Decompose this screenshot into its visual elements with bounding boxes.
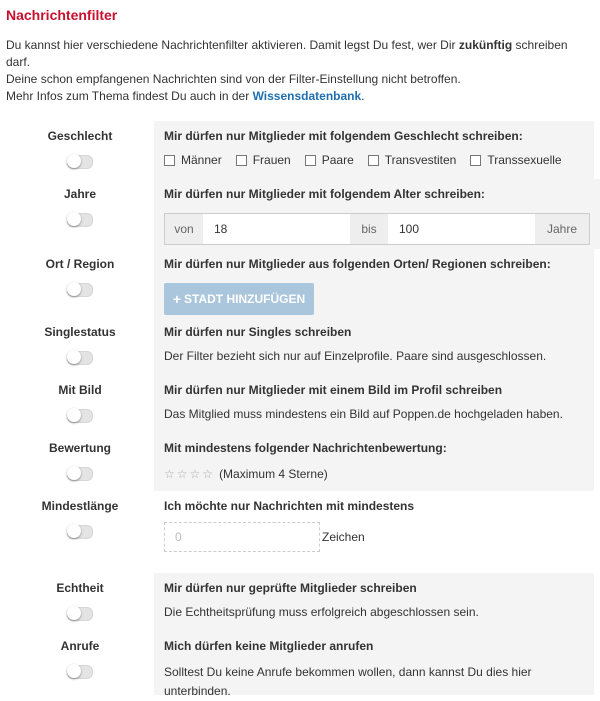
gender-option-frauen[interactable] [236, 153, 291, 167]
gender-option-paare[interactable] [305, 153, 354, 167]
filter-label-single: Singlestatus [44, 325, 116, 339]
filter-panel-calls [154, 631, 594, 698]
filter-title-gender: Mir dürfen nur Mitglieder mit folgendem Geschlecht schreiben: [164, 129, 523, 143]
toggle-region[interactable] [67, 283, 93, 297]
length-input-group [164, 522, 584, 552]
filter-label-gender: Geschlecht [47, 129, 113, 143]
add-city-label: STADT HINZUFÜGEN [184, 292, 306, 306]
toggle-calls[interactable] [67, 665, 93, 679]
gender-option-transvestiten[interactable] [368, 153, 457, 167]
checkbox[interactable] [368, 155, 379, 166]
filter-title-region: Mir dürfen nur Mitglieder aus folgenden Orten/ Regionen schreiben: [164, 257, 551, 271]
filter-text-single: Der Filter bezieht sich nur auf Einzelprofile. Paare sind ausgeschlossen. [164, 349, 547, 363]
filter-label-length: Mindestlänge [41, 499, 119, 513]
intro-line1-c: schreiben darf. [6, 38, 568, 69]
age-to-input[interactable]: 100 [388, 214, 535, 244]
option-label: Männer [181, 153, 222, 167]
toggle-length[interactable] [67, 525, 93, 539]
age-unit-label: Jahre [535, 214, 589, 244]
checkbox[interactable] [470, 155, 481, 166]
star-icon[interactable]: ☆ [189, 467, 201, 481]
plus-icon: + [172, 291, 182, 307]
filter-title-calls: Mich dürfen keine Mitglieder anrufen [164, 639, 374, 653]
length-input[interactable]: 0 [164, 522, 320, 552]
page-title: Nachrichtenfilter [6, 7, 118, 23]
star-icon[interactable]: ☆ [202, 467, 214, 481]
filter-label-rating: Bewertung [48, 441, 111, 455]
checkbox[interactable] [164, 155, 175, 166]
filter-label-region: Ort / Region [45, 257, 115, 271]
filter-panel-verified [154, 573, 594, 631]
filter-text-picture: Das Mitglied muss mindestens ein Bild auf Poppen.de hochgeladen haben. [164, 407, 563, 421]
filter-label-verified: Echtheit [56, 581, 104, 595]
option-label: Frauen [252, 153, 291, 167]
toggle-picture[interactable] [67, 409, 93, 423]
toggle-gender[interactable] [67, 155, 93, 169]
filter-text-verified: Die Echtheitsprüfung muss erfolgreich abgeschlossen sein. [164, 605, 479, 619]
age-from-input[interactable]: 18 [203, 214, 350, 244]
filter-title-age: Mir dürfen nur Mitglieder mit folgendem Alter schreiben: [164, 187, 485, 201]
filter-panel-length [154, 491, 594, 573]
toggle-verified[interactable] [67, 607, 93, 621]
filter-label-picture: Mit Bild [58, 383, 102, 397]
filter-row-length [6, 491, 594, 573]
filter-text-calls [164, 663, 584, 701]
age-from-label: von [165, 214, 203, 244]
filter-title-verified: Mir dürfen nur geprüfte Mitglieder schreiben [164, 581, 417, 595]
option-label: Paare [321, 153, 354, 167]
filter-title-rating: Mit mindestens folgender Nachrichtenbewertung: [164, 441, 447, 455]
calls-text-line2: unterbinden. [164, 684, 231, 698]
age-to-label: bis [350, 214, 388, 244]
filter-panel-gender [154, 121, 594, 179]
filter-panel-age [154, 179, 600, 249]
filter-row-age [6, 179, 594, 249]
intro-text [6, 37, 594, 105]
star-icon[interactable]: ☆ [164, 467, 175, 481]
filter-panel-single [154, 317, 594, 375]
star-icon[interactable]: ☆ [176, 467, 188, 481]
toggle-age[interactable] [67, 213, 93, 227]
age-range [164, 213, 590, 245]
calls-text-line1: Solltest Du keine Anrufe bekommen wollen, dann kannst Du dies hier [164, 665, 532, 679]
intro-line2: Deine schon empfangenen Nachrichten sind von der Filter-Einstellung nicht betroffen. [6, 72, 461, 86]
filter-row-picture [6, 375, 594, 433]
filter-row-gender [6, 121, 594, 179]
intro-line3-b: . [361, 89, 365, 103]
add-city-button[interactable] [164, 283, 314, 315]
toggle-rating[interactable] [67, 467, 93, 481]
length-unit: Zeichen [322, 530, 365, 544]
checkbox[interactable] [236, 155, 247, 166]
filter-panel-region [154, 249, 594, 317]
filter-title-single: Mir dürfen nur Singles schreiben [164, 325, 352, 339]
knowledge-base-link[interactable]: Wissensdatenbank [252, 89, 362, 103]
gender-option-transsexuelle[interactable] [470, 153, 561, 167]
rating-stars [164, 467, 584, 481]
filter-row-rating [6, 433, 594, 491]
filter-row-verified [6, 573, 594, 631]
intro-emphasis: zukünftig [458, 38, 513, 52]
option-label: Transvestiten [384, 153, 457, 167]
filter-panel-picture [154, 375, 594, 433]
checkbox[interactable] [305, 155, 316, 166]
intro-line3-a: Mehr Infos zum Thema findest Du auch in der [6, 89, 253, 103]
filter-row-region [6, 249, 594, 317]
gender-options [164, 153, 584, 167]
filter-row-calls [6, 631, 594, 698]
gender-option-maenner[interactable] [164, 153, 222, 167]
intro-line1-a: Du kannst hier verschiedene Nachrichtenfilter aktivieren. Damit legst Du fest, wer Dir [6, 38, 459, 52]
option-label: Transsexuelle [487, 153, 562, 167]
filter-label-age: Jahre [63, 187, 97, 201]
toggle-single[interactable] [67, 351, 93, 365]
filter-row-single [6, 317, 594, 375]
rating-note: (Maximum 4 Sterne) [219, 467, 328, 481]
filter-label-calls: Anrufe [60, 639, 100, 653]
filter-title-picture: Mir dürfen nur Mitglieder mit einem Bild im Profil schreiben [164, 383, 503, 397]
filter-panel-rating [154, 433, 594, 491]
filter-title-length: Ich möchte nur Nachrichten mit mindestens [164, 499, 415, 513]
